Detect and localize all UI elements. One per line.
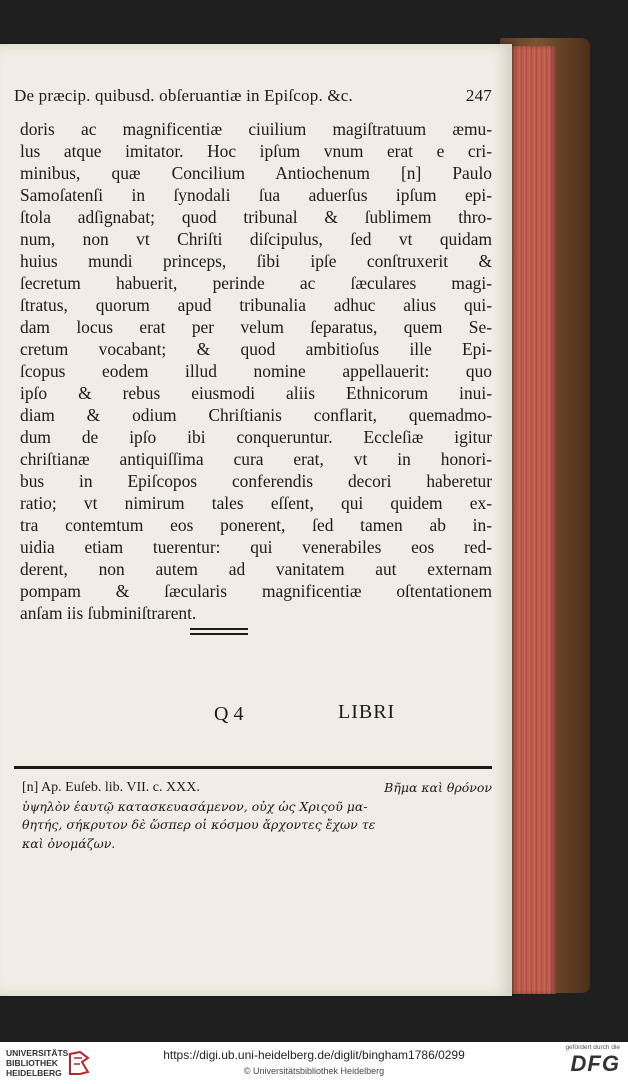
ornament-rule bbox=[190, 628, 248, 630]
text-line: chriſtianæ antiquiſſima cura erat, vt in honori- bbox=[20, 449, 492, 469]
dfg-caption: gefördert durch die bbox=[565, 1044, 620, 1051]
text-line: lus atque imitator. Hoc ipſum vnum erat e cri- bbox=[20, 141, 492, 161]
page-edges bbox=[508, 46, 556, 994]
text-line: ipſo & rebus eiusmodi aliis Ethnicorum inui- bbox=[20, 383, 492, 403]
footnote-line: καὶ ὀνομάζων. bbox=[22, 835, 116, 851]
text-line: diam & odium Chriſtianis conflarit, quemadmo- bbox=[20, 405, 492, 425]
footnote-line: ὑψηλὸν ἑαυτῷ κατασκευασάμενον, οὐχ ὡς Χριςοῦ μα- bbox=[22, 798, 368, 814]
footnote-line: θητής, σήκρυτον δὲ ὥσπερ οἱ κόσμου ἄρχοντες ἔχων τε bbox=[22, 817, 376, 832]
text-line: tra contemtum eos ponerent, ſed tamen ab in- bbox=[20, 515, 492, 535]
body-text bbox=[20, 118, 492, 624]
text-line: cretum vocabant; & quod ambitioſus ille Epi- bbox=[20, 339, 492, 359]
footnote bbox=[22, 779, 492, 853]
footnote-greek: Βῆμα καὶ θρόνον bbox=[384, 780, 492, 795]
footnote-rule bbox=[14, 766, 492, 769]
page-number: 247 bbox=[465, 86, 492, 105]
text-line: ſtratus, quorum apud tribunalia adhuc alius qui- bbox=[20, 295, 492, 315]
footnote-reference: [n] Ap. Euſeb. lib. VII. c. XXX. bbox=[22, 780, 200, 795]
text-line: anſam iis ſubminiſtrarent. bbox=[20, 603, 197, 623]
dfg-logo-text: DFG bbox=[570, 1051, 620, 1076]
text-line: ſcopus eodem illud nomine appellauerit: quo bbox=[20, 361, 492, 381]
footer-bar bbox=[0, 1042, 628, 1084]
permalink-url[interactable]: https://digi.ub.uni-heidelberg.de/diglit/bingham1786/0299 bbox=[163, 1048, 465, 1062]
signature-mark: Q 4 bbox=[214, 703, 244, 725]
copyright-notice: © Universitätsbibliothek Heidelberg bbox=[243, 1066, 385, 1076]
library-logo-text: UNIVERSITÄTS- BIBLIOTHEK HEIDELBERG bbox=[6, 1048, 72, 1078]
text-line: ratio; vt nimirum tales eſſent, qui quidem ex- bbox=[20, 493, 492, 513]
text-line: huius mundi princeps, ſibi ipſe conſtruxerit & bbox=[20, 251, 492, 271]
text-line: uidia etiam tuerentur: qui venerabiles eos red- bbox=[20, 537, 492, 557]
dfg-logo[interactable] bbox=[550, 1044, 620, 1082]
text-line: dam locus erat per velum ſeparatus, quem Se- bbox=[20, 317, 492, 337]
text-line: derent, non autem ad vanitatem aut externam bbox=[20, 559, 492, 579]
catchword: LIBRI bbox=[338, 701, 396, 723]
text-line: num, non vt Chriſti diſcipulus, ſed vt quidam bbox=[20, 229, 492, 249]
text-line: minibus, quæ Concilium Antiochenum [n] Paulo bbox=[20, 163, 492, 183]
ornament-rule bbox=[190, 633, 248, 635]
text-line: pompam & ſæcularis magnificentiæ oſtentationem bbox=[20, 581, 492, 601]
running-head bbox=[14, 86, 492, 106]
text-line: ſecretum habuerit, perinde ac ſæculares magi- bbox=[20, 273, 492, 293]
running-head-title: De præcip. quibusd. obſeruantiæ in Epiſcop. &c. bbox=[14, 86, 353, 105]
footnote-line bbox=[22, 779, 492, 798]
text-line: dum de ipſo ibi conqueruntur. Eccleſiæ igitur bbox=[20, 427, 492, 447]
section-ornament bbox=[190, 628, 248, 636]
text-line: Samoſatenſi in ſynodali ſua aduerſus ipſum epi- bbox=[20, 185, 492, 205]
text-line: bus in Epiſcopos conferendis decori haberetur bbox=[20, 471, 492, 491]
text-line: doris ac magnificentiæ ciuilium magiſtratuum æmu- bbox=[20, 119, 492, 139]
text-line: ſtola adſignabat; quod tribunal & ſublimem thro- bbox=[20, 207, 492, 227]
